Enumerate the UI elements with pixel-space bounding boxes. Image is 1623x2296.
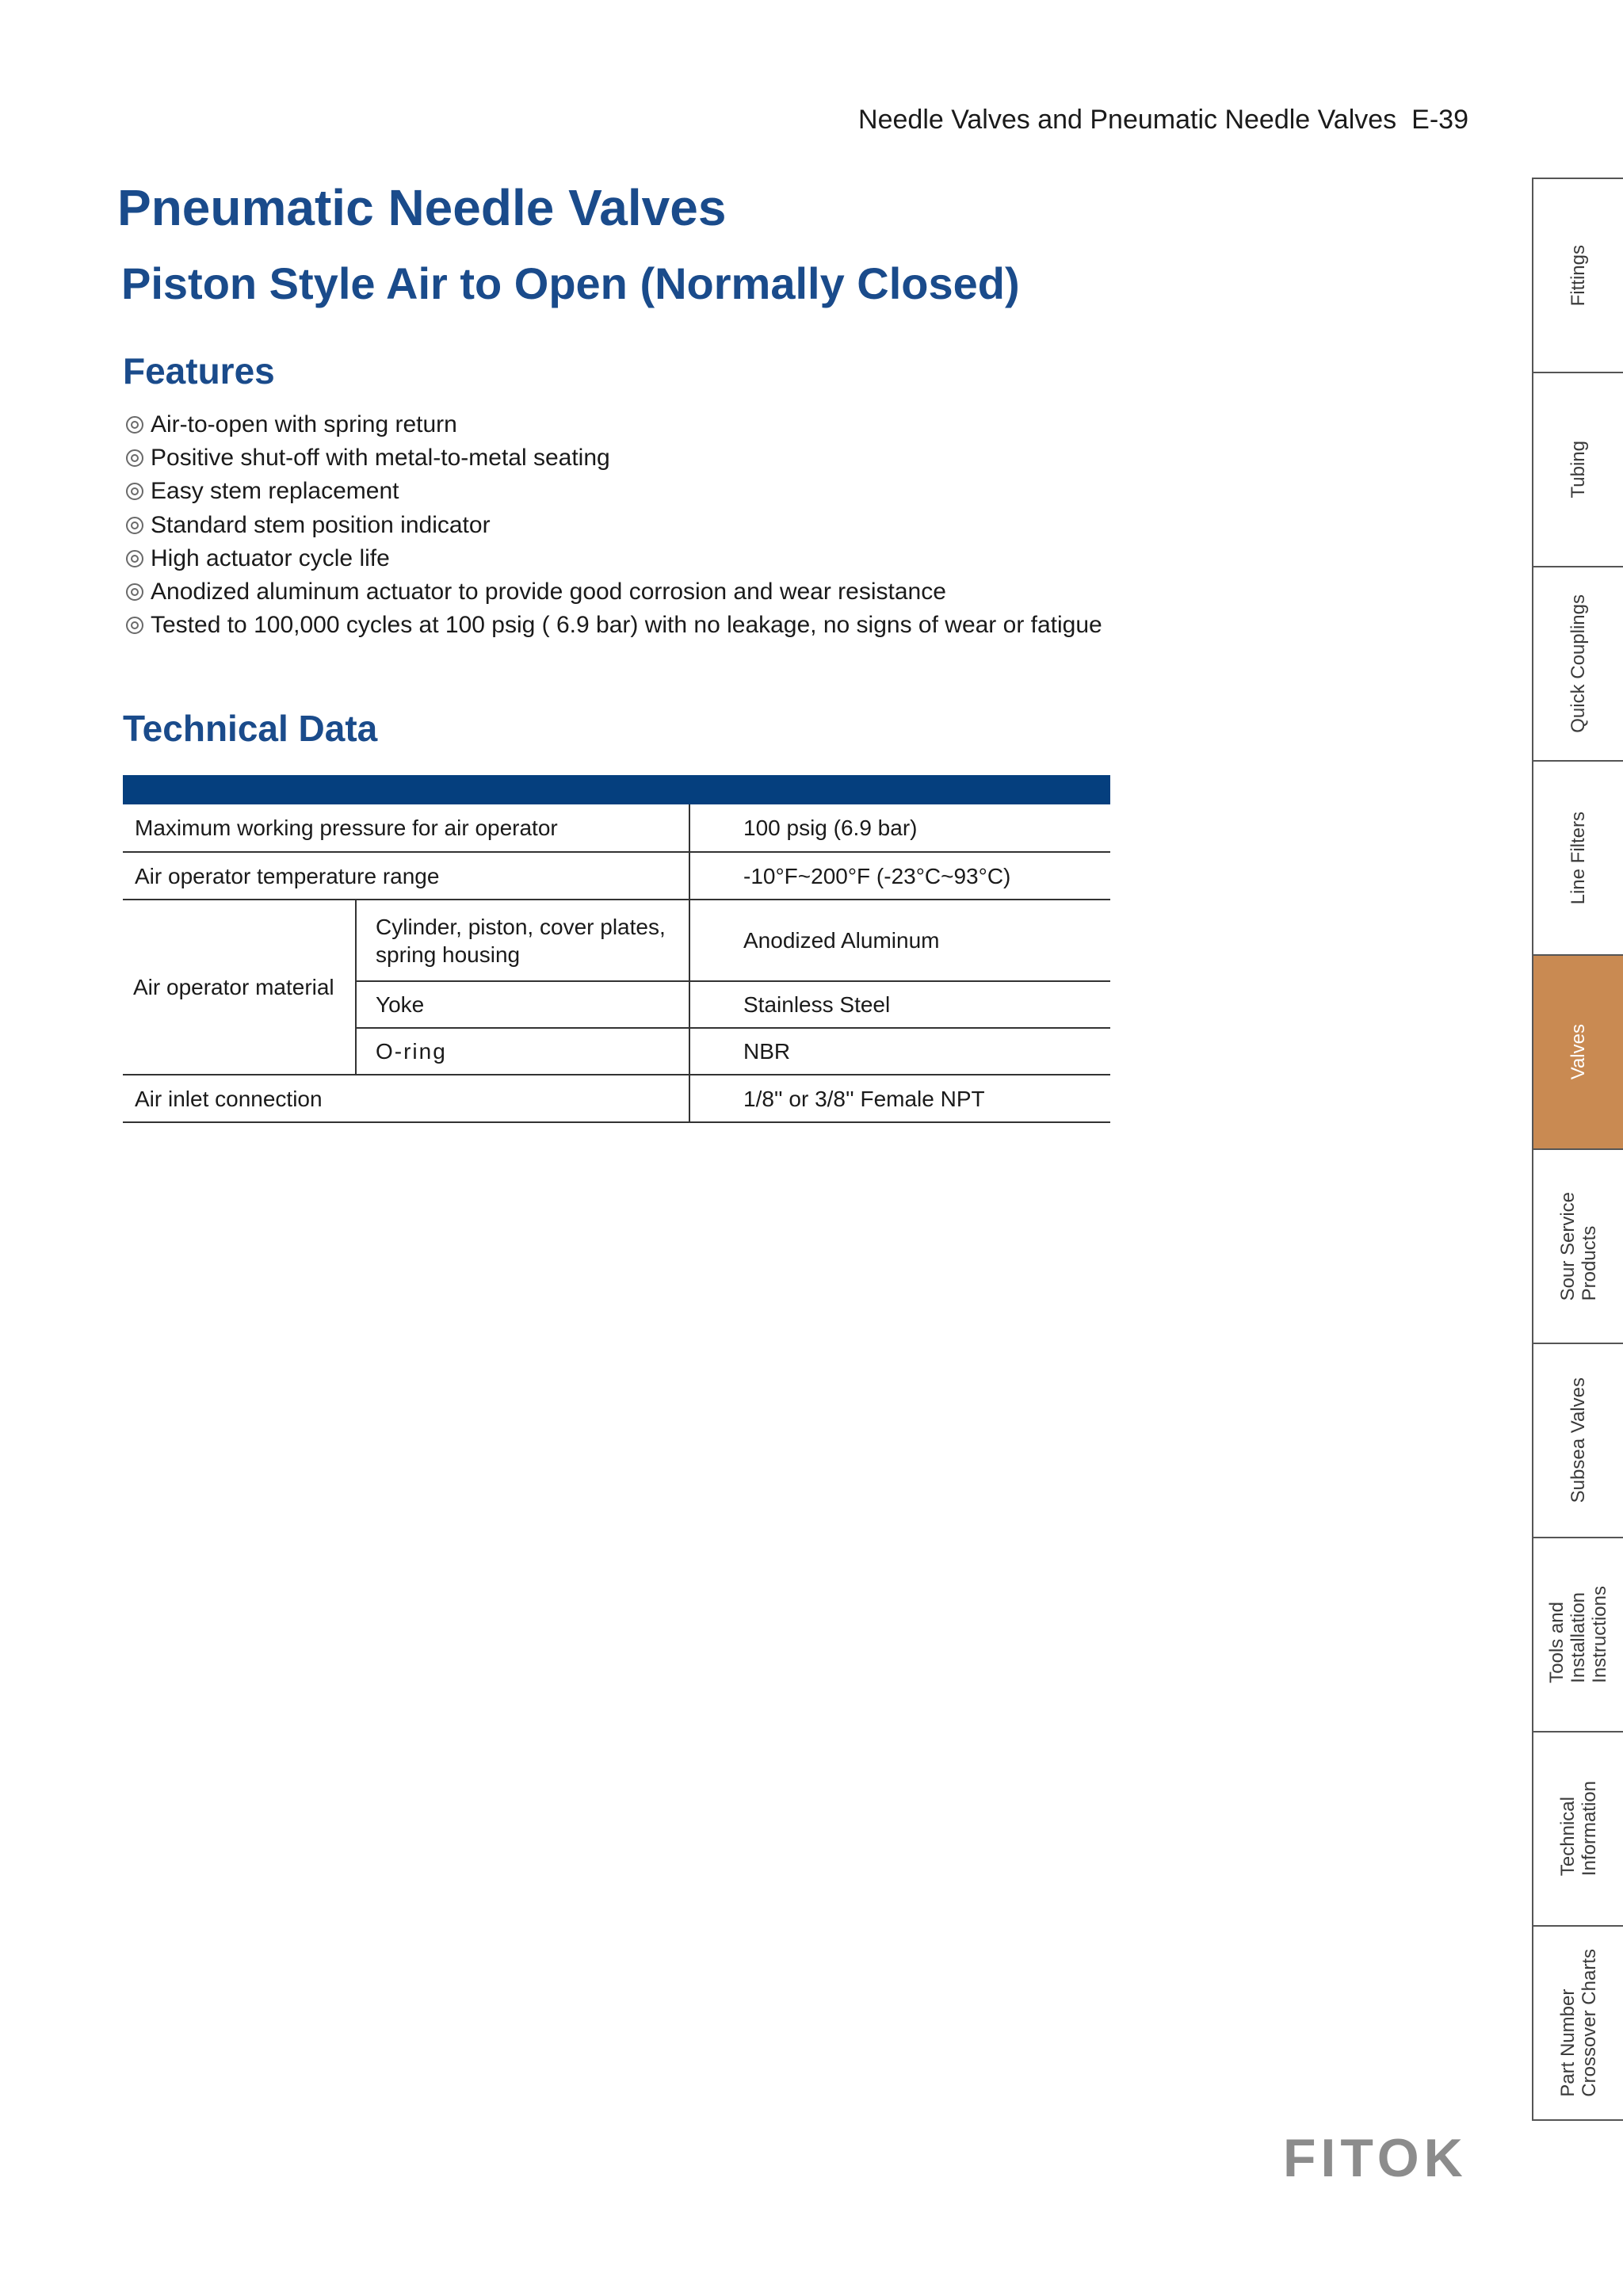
- sidebar-tab-label: [1557, 1192, 1600, 1301]
- feature-item: [126, 575, 1102, 609]
- technical-data-heading: Technical Data: [123, 708, 378, 749]
- spec-label: Air operator temperature range: [123, 852, 689, 900]
- sidebar-tab-part-number-crossover-charts[interactable]: [1533, 1925, 1623, 2121]
- sidebar-tab-tools-and-installation-instructions[interactable]: [1533, 1537, 1623, 1731]
- feature-item: [126, 542, 1102, 575]
- spec-value: 1/8'' or 3/8'' Female NPT: [689, 1075, 1110, 1122]
- sidebar-tab-label-line: Installation: [1568, 1592, 1589, 1683]
- sidebar-tab-label: [1546, 1586, 1610, 1683]
- sidebar-tab-quick-couplings[interactable]: [1533, 566, 1623, 760]
- sidebar-tab-label-line: Line Filters: [1568, 811, 1589, 905]
- material-group-label: Air operator material: [123, 900, 356, 1075]
- feature-item: [126, 408, 1102, 441]
- table-header-row: [123, 775, 1110, 804]
- material-part: Yoke: [356, 981, 689, 1028]
- table-row: [123, 900, 1110, 981]
- material-part: O-ring: [356, 1028, 689, 1075]
- sidebar-tab-label-line: Instructions: [1589, 1586, 1610, 1683]
- spec-label: Maximum working pressure for air operator: [123, 804, 689, 852]
- feature-text: High actuator cycle life: [151, 544, 390, 571]
- double-circle-bullet-icon: [126, 617, 143, 634]
- sidebar-tab-label: [1568, 812, 1589, 904]
- table-row: [123, 852, 1110, 900]
- sidebar-tab-label-line: Valves: [1568, 1024, 1589, 1080]
- table-row: [123, 1075, 1110, 1122]
- feature-text: Air-to-open with spring return: [151, 411, 457, 438]
- spec-value: 100 psig (6.9 bar): [689, 804, 1110, 852]
- sidebar-tab-label: [1557, 1949, 1600, 2097]
- sidebar-tab-label-line: Crossover Charts: [1578, 1949, 1600, 2097]
- sidebar-tab-label: [1568, 441, 1589, 499]
- page-subtitle: Piston Style Air to Open (Normally Closed): [121, 258, 1020, 308]
- sidebar-tab-subsea-valves[interactable]: [1533, 1343, 1623, 1537]
- feature-text: Anodized aluminum actuator to provide good corrosion and wear resistance: [151, 579, 946, 606]
- sidebar-tab-label-line: Fittings: [1568, 244, 1589, 307]
- feature-text: Positive shut-off with metal-to-metal seating: [151, 445, 610, 472]
- feature-text: Standard stem position indicator: [151, 511, 491, 538]
- section-title: Needle Valves and Pneumatic Needle Valves: [858, 105, 1397, 135]
- double-circle-bullet-icon: [126, 483, 143, 500]
- features-list: [126, 408, 1102, 642]
- features-heading: Features: [123, 350, 275, 392]
- table-header-bar: [123, 775, 1110, 804]
- sidebar-tab-label-line: Tools and: [1546, 1602, 1568, 1683]
- material-value: NBR: [689, 1028, 1110, 1075]
- sidebar-tab-tubing[interactable]: [1533, 372, 1623, 566]
- sidebar-tab-technical-information[interactable]: [1533, 1731, 1623, 1925]
- section-tabs: [1532, 178, 1623, 2121]
- fitok-logo: FITOK: [1283, 2128, 1468, 2188]
- sidebar-tab-label: [1568, 245, 1589, 306]
- double-circle-bullet-icon: [126, 449, 143, 467]
- feature-item: [126, 609, 1102, 642]
- sidebar-tab-label: [1568, 1377, 1589, 1503]
- sidebar-tab-label-line: Subsea Valves: [1568, 1377, 1589, 1503]
- spec-label: Air inlet connection: [123, 1075, 689, 1122]
- sidebar-tab-label-line: Tubing: [1568, 441, 1589, 499]
- sidebar-tab-fittings[interactable]: [1533, 178, 1623, 372]
- technical-data-table: [123, 775, 1110, 1123]
- sidebar-tab-label: [1557, 1781, 1600, 1876]
- sidebar-tab-sour-service-products[interactable]: [1533, 1148, 1623, 1343]
- sidebar-tab-label-line: Information: [1578, 1781, 1600, 1877]
- spec-value: -10°F~200°F (-23°C~93°C): [689, 852, 1110, 900]
- sidebar-tab-label-line: Part Number: [1556, 1988, 1579, 2097]
- sidebar-tab-valves[interactable]: [1533, 954, 1623, 1148]
- feature-item: [126, 441, 1102, 475]
- double-circle-bullet-icon: [126, 416, 143, 434]
- feature-text: Tested to 100,000 cycles at 100 psig ( 6.9 bar) with no leakage, no signs of wear or fatigue: [151, 612, 1102, 639]
- running-header: [858, 104, 1468, 136]
- sidebar-tab-label: [1568, 1024, 1589, 1079]
- sidebar-tab-label-line: Sour Service: [1556, 1191, 1579, 1301]
- double-circle-bullet-icon: [126, 550, 143, 567]
- feature-item: [126, 475, 1102, 508]
- material-value: Stainless Steel: [689, 981, 1110, 1028]
- table-row: [123, 804, 1110, 852]
- double-circle-bullet-icon: [126, 583, 143, 601]
- sidebar-tab-label-line: Quick Couplings: [1568, 594, 1589, 733]
- material-value: Anodized Aluminum: [689, 900, 1110, 981]
- material-part: Cylinder, piston, cover plates, spring housing: [356, 900, 689, 981]
- feature-text: Easy stem replacement: [151, 478, 399, 505]
- page-number: E-39: [1411, 105, 1468, 135]
- sidebar-tab-label-line: Technical: [1556, 1797, 1579, 1877]
- sidebar-tab-line-filters[interactable]: [1533, 760, 1623, 954]
- double-circle-bullet-icon: [126, 517, 143, 534]
- sidebar-tab-label-line: Products: [1578, 1225, 1600, 1301]
- sidebar-tab-label: [1568, 594, 1589, 733]
- page-title: Pneumatic Needle Valves: [117, 179, 727, 236]
- feature-item: [126, 509, 1102, 542]
